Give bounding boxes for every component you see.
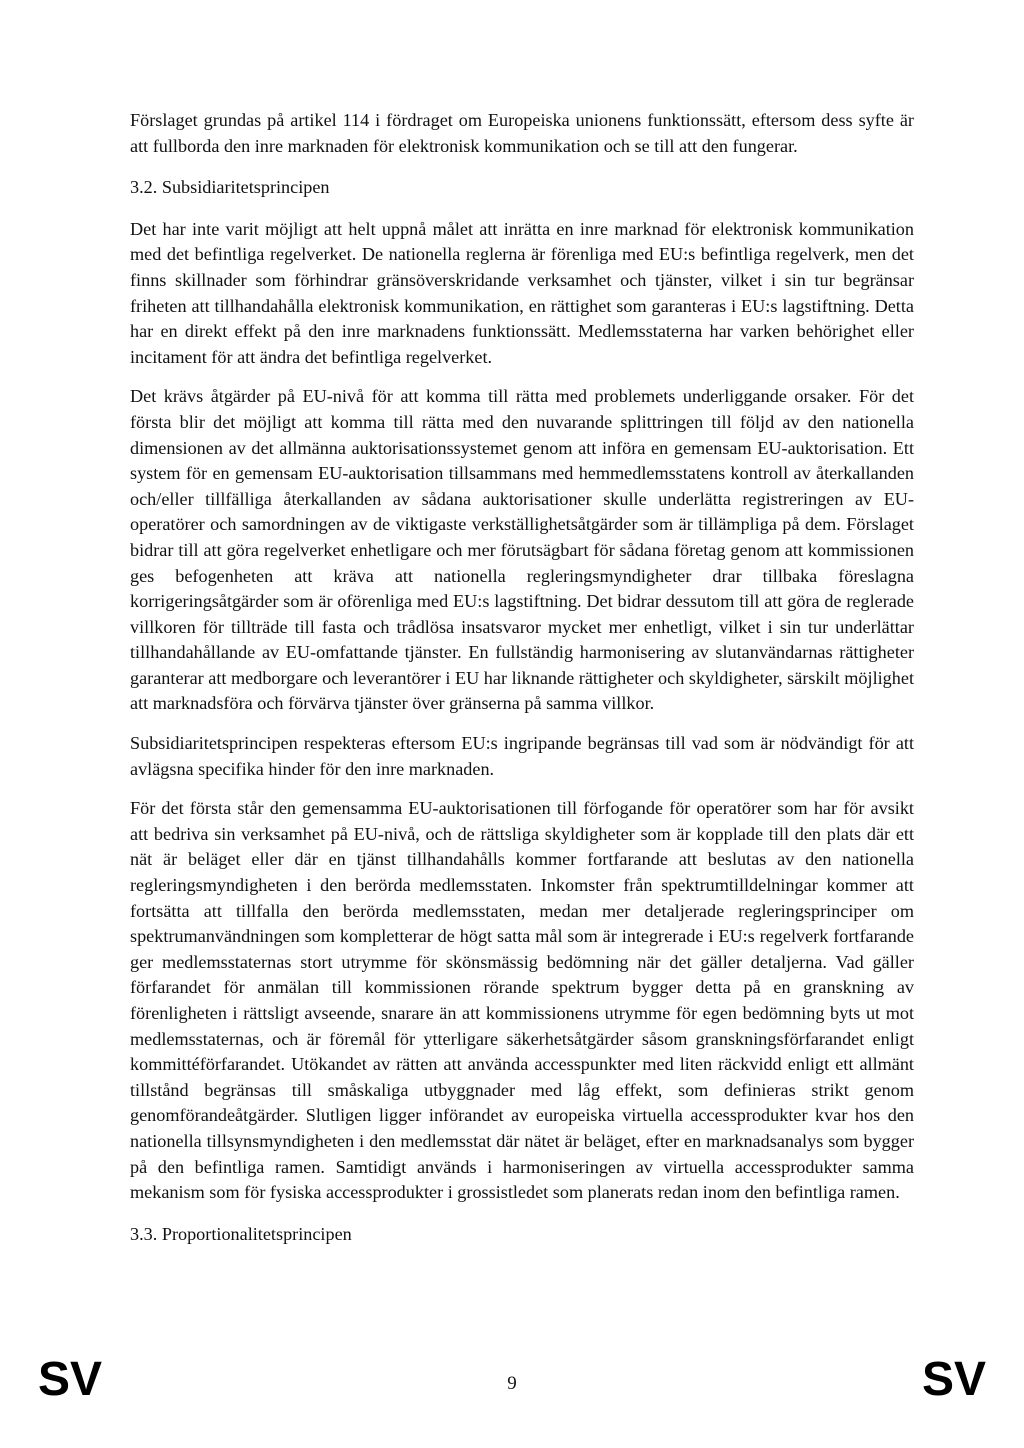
footer-language-code-left: SV bbox=[38, 1353, 103, 1406]
paragraph-legal-basis: Förslaget grundas på artikel 114 i fördraget om Europeiska unionens funktionssätt, eftersom dess syfte är att fullborda den inre marknaden för elektronisk kommunikation och se till att den fungerar. bbox=[130, 110, 914, 156]
paragraph-eu-level-action: Det krävs åtgärder på EU-nivå för att komma till rätta med problemets underliggande orsaker. För det första blir det möjligt att komma till rätta med den nuvarande splittringen till följd av den nationella dimensionen av det allmänna auktorisationssystemet genom att införa en gemensam EU-auktorisation. Ett system för en gemensam EU-auktorisation tillsammans med hemmedlemsstatens kontroll av återkallanden och/eller tillfälliga återkallanden av sådana auktorisationer skulle underlätta registreringen av EU-operatörer och samordningen av de viktigaste verkställighetsåtgärder som är tillämpliga på dem. Förslaget bidrar till att göra regelverket enhetligare och mer förutsägbart för sådana företag genom att kommissionen ges befogenheten att kräva att nationella regleringsmyndigheter drar tillbaka föreslagna korrigeringsåtgärder som är oförenliga med EU:s lagstiftning. Det bidrar dessutom till att göra de reglerade villkoren för tillträde till fasta och trådlösa insatsvaror mycket mer enhetligt, vilket i sin tur underlättar tillhandahållande av EU-omfattande tjänster. En fullständig harmonisering av slutanvändarnas rättigheter garanterar att medborgare och leverantörer i EU har liknande rättigheter och skyldigheter, särskilt möjlighet att marknadsföra och förvärva tjänster över gränserna på samma villkor. bbox=[130, 386, 914, 714]
paragraph-eu-authorisation: För det första står den gemensamma EU-auktorisationen till förfogande för operatörer som har för avsikt att bedriva sin verksamhet på EU-nivå, och de rättsliga skyldigheter som är kopplade till den plats där ett nät är beläget eller där en tjänst tillhandahålls kommer fortfarande att beslutas av den nationella regleringsmyndigheten i den berörda medlemsstaten. Inkomster från spektrumtilldelningar kommer att fortsätta att tillfalla den berörda medlemsstaten, medan mer detaljerade regleringsprinciper om spektrumanvändningen som kompletterar de högt satta mål som är integrerade i EU:s regelverk fortfarande ger medlemsstaternas stort utrymme för skönsmässig bedömning när det gäller detaljerna. Vad gäller förfarandet för anmälan till kommissionen rörande spektrum bygger detta på en granskning av förenligheten i rättsligt avseende, snarare än att kommissionens utrymme för egen bedömning byts ut mot medlemsstaternas, och är föremål för ytterligare säkerhetsåtgärder såsom granskningsförfarandet enligt kommittéförfarandet. Utökandet av rätten att använda accesspunkter med liten räckvidd enligt ett allmänt tillstånd begränsas till småskaliga utbyggnader med låg effekt, som definieras strikt genom genomförandeåtgärder. Slutligen ligger införandet av europeiska virtuella accessprodukter kvar hos den nationella tillsynsmyndigheten i den medlemsstat där nätet är beläget, efter en marknadsanalys som bygger på den befintliga ramen. Samtidigt används i harmoniseringen av virtuella accessprodukter samma mekanism som för fysiska accessprodukter i grossistledet som planerats redan inom den befintliga ramen. bbox=[130, 798, 914, 1203]
section-heading-subsidiarity: 3.2. Subsidiaritetsprincipen bbox=[130, 177, 330, 198]
footer-language-code-right: SV bbox=[921, 1353, 986, 1406]
document-body bbox=[130, 108, 914, 1247]
paragraph-subsidiarity-intro: Det har inte varit möjligt att helt uppnå målet att inrätta en inre marknad för elektronisk kommunikation med det befintliga regelverket. De nationella reglerna är förenliga med EU:s befintliga regelverk, men det finns skillnader som förhindrar gränsöverskridande verksamhet och tjänster, vilket i sin tur begränsar friheten att tillhandahålla elektronisk kommunikation, en rättighet som garanteras i EU:s lagstiftning. Detta har en direkt effekt på den inre marknadens funktionssätt. Medlemsstaterna har varken behörighet eller incitament för att ändra det befintliga regelverket. bbox=[130, 218, 914, 367]
paragraph-subsidiarity-respected: Subsidiaritetsprincipen respekteras eftersom EU:s ingripande begränsas till vad som är nödvändigt för att avlägsna specifika hinder för den inre marknaden. bbox=[130, 733, 914, 779]
section-heading-proportionality: 3.3. Proportionalitetsprincipen bbox=[130, 1223, 352, 1244]
page-number: 9 bbox=[507, 1373, 517, 1394]
